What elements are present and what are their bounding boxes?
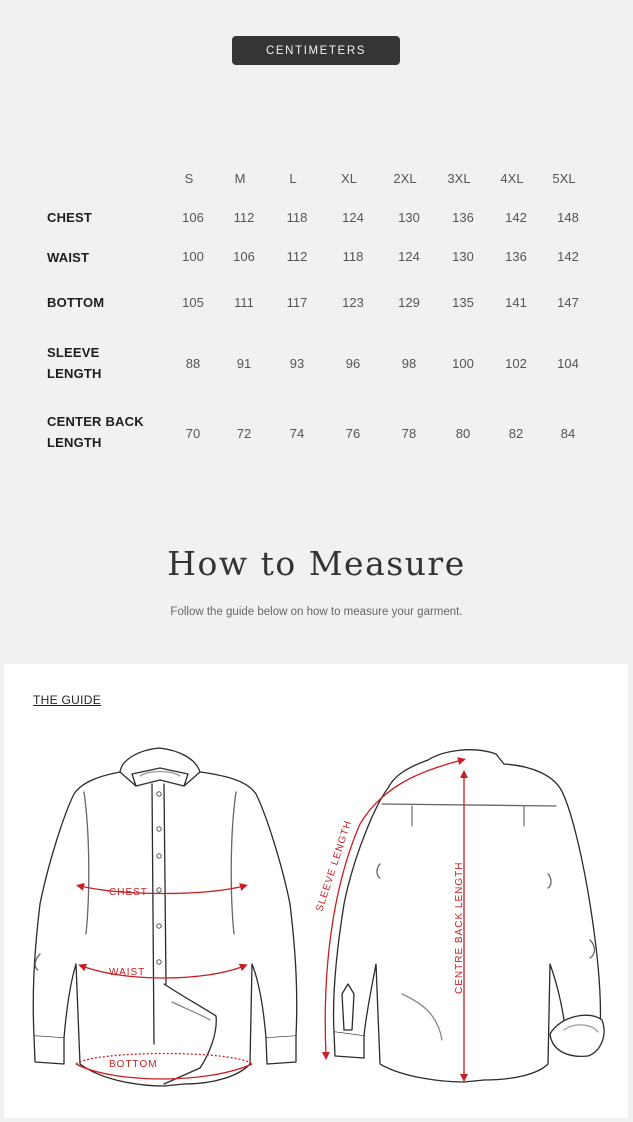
size-value-cell: 124 <box>398 249 420 264</box>
size-value-cell: 118 <box>342 249 364 264</box>
chest-label: CHEST <box>109 887 148 898</box>
size-value-cell: 84 <box>560 426 576 441</box>
size-header: 5XL <box>552 171 576 186</box>
guide-card <box>4 664 628 1118</box>
size-value-cell: 80 <box>455 426 471 441</box>
size-value-cell: 117 <box>286 295 308 310</box>
size-value-cell: 104 <box>557 356 579 371</box>
size-value-cell: 136 <box>452 210 474 225</box>
sleeve-length-label: SLEEVE LENGTH <box>314 818 355 913</box>
how-to-measure-subtitle: Follow the guide below on how to measure your garment. <box>170 606 463 618</box>
size-value-cell: 148 <box>557 210 579 225</box>
size-value-cell: 129 <box>398 295 420 310</box>
the-guide-link[interactable]: THE GUIDE <box>33 693 102 707</box>
size-value-cell: 72 <box>236 426 252 441</box>
size-value-cell: 112 <box>286 249 308 264</box>
size-row-label: BOTTOM <box>47 295 105 310</box>
front-measurements <box>76 886 252 1079</box>
size-value-cell: 142 <box>505 210 527 225</box>
size-value-cell: 102 <box>505 356 527 371</box>
size-header: M <box>234 171 246 186</box>
size-header: 4XL <box>500 171 524 186</box>
size-value-cell: 88 <box>185 356 201 371</box>
size-value-cell: 112 <box>233 210 255 225</box>
size-row-label: CENTER BACK LENGTH <box>47 414 144 450</box>
centre-back-length-label: CENTRE BACK LENGTH <box>454 861 465 994</box>
size-value-cell: 91 <box>236 356 252 371</box>
size-value-cell: 105 <box>182 295 204 310</box>
size-header: XL <box>341 171 357 186</box>
size-value-cell: 147 <box>557 295 579 310</box>
bottom-line-back <box>76 1054 252 1065</box>
waist-arrow <box>82 966 244 978</box>
centimeters-toggle-button[interactable]: CENTIMETERS <box>232 36 400 65</box>
size-header: 2XL <box>393 171 417 186</box>
size-row-label: SLEEVE LENGTH <box>47 345 102 381</box>
size-value-cell: 106 <box>182 210 204 225</box>
bottom-line <box>76 1064 252 1079</box>
size-value-cell: 100 <box>182 249 204 264</box>
front-shirt-drawing <box>33 748 297 1086</box>
size-value-cell: 96 <box>345 356 361 371</box>
back-shirt-drawing <box>333 750 604 1082</box>
waist-label: WAIST <box>109 967 146 978</box>
size-value-cell: 82 <box>508 426 524 441</box>
size-row-label: WAIST <box>47 250 90 265</box>
bottom-label: BOTTOM <box>109 1059 158 1070</box>
size-value-cell: 111 <box>234 295 254 310</box>
chest-arrow <box>80 886 244 894</box>
size-value-cell: 70 <box>185 426 201 441</box>
size-value-cell: 74 <box>289 426 305 441</box>
size-value-cell: 130 <box>452 249 474 264</box>
size-value-cell: 118 <box>286 210 308 225</box>
shirt-measurement-diagram <box>4 664 628 1118</box>
size-value-cell: 106 <box>233 249 255 264</box>
size-value-cell: 124 <box>342 210 364 225</box>
size-value-cell: 98 <box>401 356 417 371</box>
size-header: 3XL <box>447 171 471 186</box>
size-header: L <box>289 171 297 186</box>
size-value-cell: 123 <box>342 295 364 310</box>
size-value-cell: 76 <box>345 426 361 441</box>
size-value-cell: 135 <box>452 295 474 310</box>
size-value-cell: 136 <box>505 249 527 264</box>
size-value-cell: 78 <box>401 426 417 441</box>
size-value-cell: 130 <box>398 210 420 225</box>
size-row-label: CHEST <box>47 210 93 225</box>
how-to-measure-title: How to Measure <box>167 544 466 583</box>
size-value-cell: 142 <box>557 249 579 264</box>
size-value-cell: 141 <box>505 295 527 310</box>
size-value-cell: 100 <box>452 356 474 371</box>
size-header: S <box>184 171 194 186</box>
size-value-cell: 93 <box>289 356 305 371</box>
